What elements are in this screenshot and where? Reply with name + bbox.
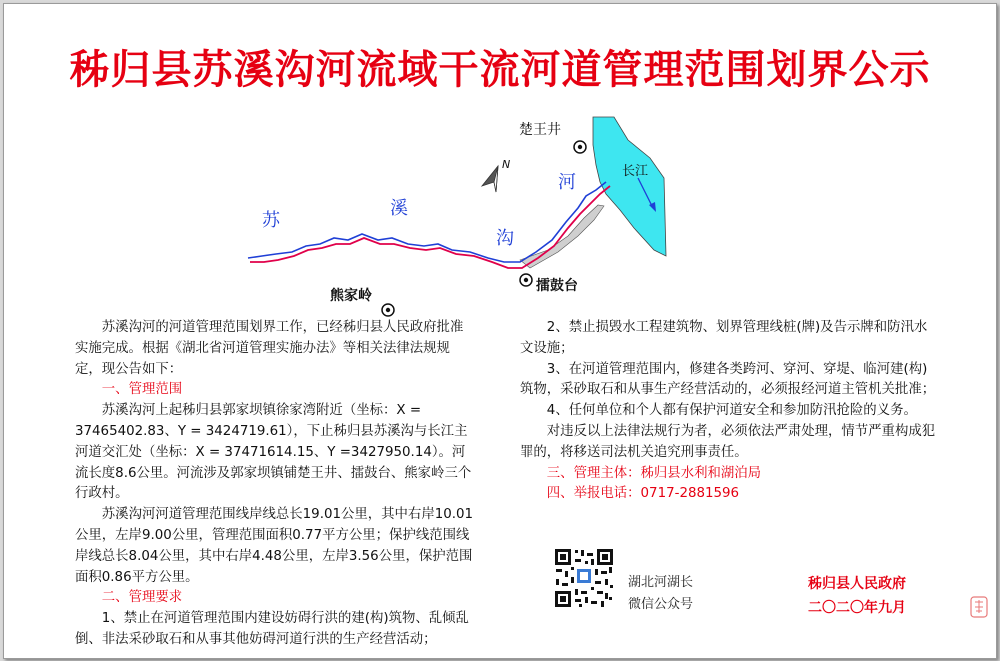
- section-heading-requirements: 二、管理要求: [101, 590, 183, 606]
- label-xiongjialing: 熊家岭: [330, 288, 372, 304]
- right-column: [520, 318, 938, 505]
- scope-paragraph-1: 苏溪沟河上起秭归县郭家坝镇徐家湾附近（坐标：X = 37465402.83、Y = 3424719.61），下止秭归县苏溪沟与长江主河道交汇处（坐标：X = 37471614.15、Y =3427950.14）。河流长度8.6公里。河流涉及郭家坝镇铺楚王井、擂鼓台、熊家岭三个行政村。: [75, 403, 472, 502]
- scope-paragraph-2: 苏溪沟河河道管理范围线岸线总长19.01公里，其中右岸10.01公里，左岸9.00公里，管理范围面积0.77平方公里；保护线范围线岸线总长8.04公里，其中右岸4.48公里，左岸3.56公里，保护范围面积0.86平方公里。: [75, 507, 474, 585]
- page-title: 秭归县苏溪沟河流域干流河道管理范围划界公示: [69, 47, 931, 93]
- seal-stamp-icon: [970, 596, 988, 618]
- requirement-2: 2、禁止损毁水工程建筑物、划界管理线桩(牌)及告示牌和防汛水文设施；: [520, 320, 928, 356]
- north-label: N: [502, 158, 511, 171]
- qr-caption: [628, 572, 693, 616]
- issuer-name: 秭归县人民政府: [808, 576, 906, 592]
- river-char-4: 河: [558, 172, 576, 193]
- qr-code-icon: [553, 547, 615, 609]
- yangtze-label: 长江: [622, 164, 649, 179]
- village-marker-leigutai: [520, 274, 532, 286]
- section-heading-authority: 三、管理主体：秭归县水利和湖泊局: [546, 465, 762, 481]
- left-column: [75, 318, 475, 651]
- river-char-3: 沟: [496, 228, 514, 249]
- issue-date: 二〇二〇年九月: [808, 600, 906, 616]
- river-red-line: [250, 186, 610, 268]
- section-heading-hotline: 四、举报电话：0717-2881596: [546, 486, 740, 502]
- requirement-3: 3、在河道管理范围内，修建各类跨河、穿河、穿堤、临河建(构)筑物，采砂取石和从事生产经营活动的，必须报经河道主管机关批准；: [520, 361, 936, 398]
- requirement-1: 1、禁止在河道管理范围内建设妨碍行洪的建(构)筑物、乱倾乱倒、非法采砂取石和从事其他妨碍河道行洪的生产经营活动；: [75, 611, 469, 647]
- label-chuwangjing: 楚王井: [519, 122, 561, 138]
- section-heading-scope: 一、管理范围: [101, 382, 183, 398]
- village-marker-chuwangjing: [574, 141, 586, 153]
- village-marker-xiongjialing: [382, 304, 394, 316]
- qr-caption-line-2: 微信公众号: [628, 597, 694, 612]
- penalty-paragraph: 对违反以上法律法规行为者，必须依法严肃处理，情节严重构成犯罪的，将移送司法机关追究刑事责任。: [520, 423, 936, 460]
- qr-caption-line-1: 湖北河湖长: [628, 575, 694, 590]
- north-arrow-icon: [482, 166, 498, 192]
- river-char-1: 苏: [262, 210, 280, 231]
- yangtze-river: [593, 117, 666, 256]
- requirement-4: 4、任何单位和个人都有保护河道安全和参加防汛抢险的义务。: [546, 403, 917, 419]
- label-leigutai: 擂鼓台: [536, 278, 578, 294]
- river-char-2: 溪: [390, 198, 408, 219]
- intro-paragraph: 苏溪沟河的河道管理范围划界工作，已经秭归县人民政府批准实施完成。根据《湖北省河道管理实施办法》等相关法律法规规定，现公告如下：: [75, 320, 464, 377]
- issuer-signature: [808, 572, 906, 620]
